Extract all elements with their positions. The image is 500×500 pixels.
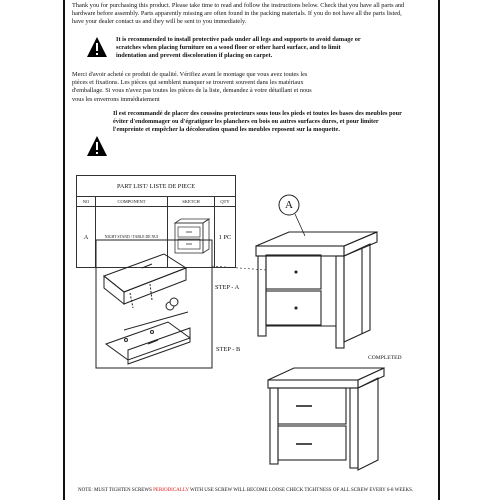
warning-line: scratches when placing furniture on a wood floor or other hard surface, and to limit	[116, 44, 341, 52]
step-a-label: STEP - A	[215, 284, 240, 291]
warning-line: indentation and prevent discoloration if placing on carpet.	[116, 52, 273, 60]
callout-leader	[295, 214, 305, 236]
part-label: A	[285, 199, 293, 211]
note-post: WITH USE SCREW WILL BECOME LOOSE CHECK TIGHTNESS OF ALL SCREW EVERY 6-8 WEEKS.	[188, 488, 414, 493]
completed-label: COMPLETED	[368, 355, 402, 361]
note-highlight: PERIODICALLY	[153, 488, 189, 493]
intro-fr-line: d'emballage. Si vous n'avez pas toutes les pièces de la liste, demandez à votre détaillant et nous	[72, 87, 312, 95]
warning-fr-line: Il est recommandé de placer des coussins protecteurs sous tous les pieds et toutes les bases des meubles pour	[113, 110, 402, 117]
nightstand-main-illustration	[256, 232, 377, 348]
intro-fr-line: vous les enverrons immédiatement	[72, 95, 160, 103]
row-no: A	[77, 207, 96, 268]
intro-fr-line: Merci d'avoir acheté ce produit de qualité. Vérifiez avant le montage que vous avez toutes les	[72, 71, 308, 78]
header-qty: QTY	[215, 197, 236, 207]
warning-fr-line: l'empreinte et empêcher la décoloration quand les meubles reposent sur la moquette.	[113, 126, 340, 134]
header-component: COMPONENT	[96, 197, 168, 207]
row-qty: 1 PC	[215, 207, 236, 268]
row-component: NIGHT STAND / TABLE DE NUI	[96, 207, 168, 268]
intro-line: Thank you for purchasing this product. Please take time to read and follow the instructions below. Check that you have all parts and	[72, 2, 405, 9]
nightstand-completed-illustration	[268, 368, 384, 470]
warning-fr-line: éviter d'endommager ou d'égratigner les planchers en bois ou autres surfaces dures, et pour limiter	[113, 118, 379, 126]
header-sketch: SKETCH	[168, 197, 215, 207]
step-a-drawer-illustration	[96, 240, 212, 368]
part-list-title: PART LIST/ LISTE DE PIECE	[77, 176, 236, 197]
footer-note	[78, 488, 413, 494]
intro-fr-line: pièces et fixations. Les pièces qui semblent manquer se trouvent souvent dans les matériaux	[72, 79, 304, 87]
step-b-label: STEP - B	[216, 346, 241, 353]
warning-line: It is recommended to install protective pads under all legs and supports to avoid damage or	[116, 36, 361, 43]
intro-line: hardware before assembly. Parts apparently missing are often found in the packing materials. If you do not have all the parts listed,	[72, 10, 402, 18]
intro-line: have your dealer contact us and they will be sent to you immediately.	[72, 18, 247, 26]
note-pre: NOTE: MUST TIGHTEN SCREWS	[78, 488, 154, 493]
header-no: NO	[77, 197, 96, 207]
